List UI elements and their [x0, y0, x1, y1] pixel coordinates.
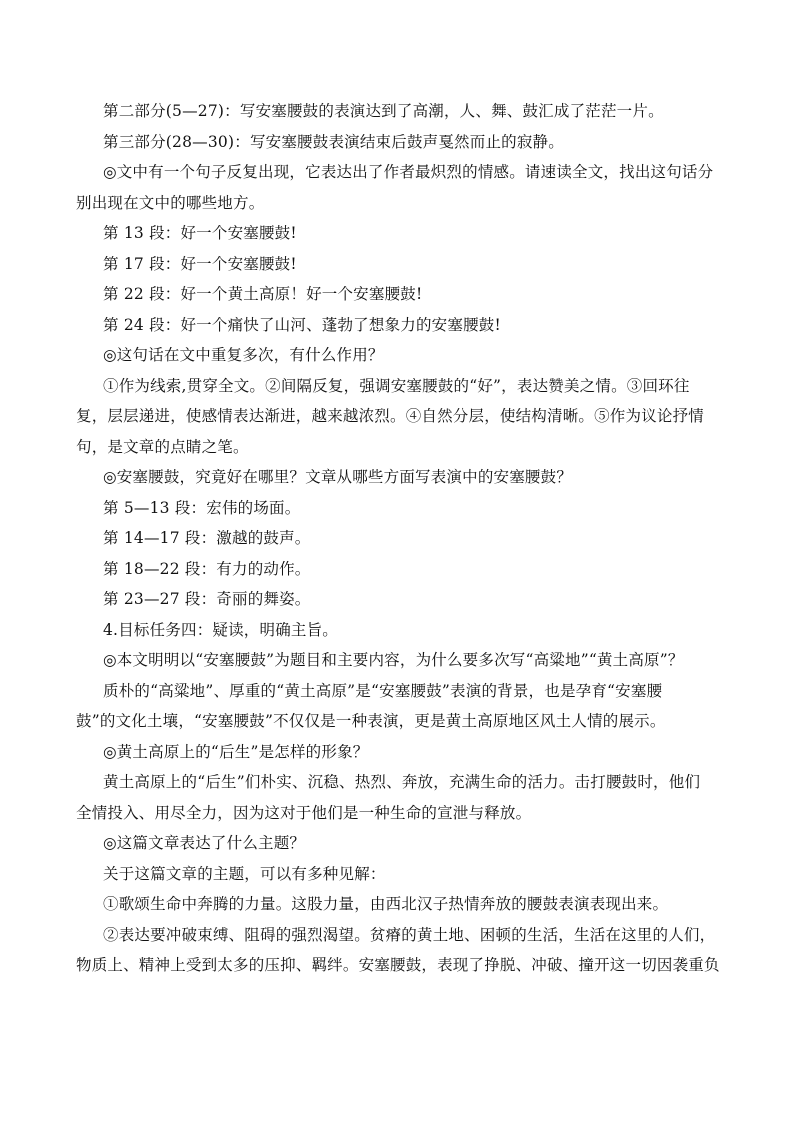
answer-function-2: 复，层层递进，使感情表达渐进，越来越浓烈。④自然分层，使结构清晰。⑤作为议论抒情	[76, 407, 705, 425]
answer-function-3: 句，是文章的点睛之笔。	[76, 437, 249, 456]
question-repeated-sentence-cont: 别出现在文中的哪些地方。	[76, 193, 265, 212]
question-repeated-sentence: ◎文中有一个句子反复出现，它表达出了作者最炽烈的情感。请速读全文，找出这句话分	[103, 163, 714, 181]
theme-point-2: ②表达要冲破束缚、阻碍的强烈渴望。贫瘠的黄土地、困顿的生活，生活在这里的人们，	[103, 925, 716, 944]
answer-sorghum-plateau-1: 质朴的“高粱地”、厚重的“黄土高原”是“安塞腰鼓”表演的背景，也是孕育“安塞腰	[103, 681, 663, 700]
question-what-good: ◎安塞腰鼓，究竟好在哪里？文章从哪些方面写表演中的安塞腰鼓？	[103, 468, 573, 486]
theme-point-1: ①歌颂生命中奔腾的力量。这股力量，由西北汉子热情奔放的腰鼓表演表现出来。	[103, 895, 669, 913]
question-function: ◎这句话在文中重复多次，有什么作用？	[103, 346, 384, 364]
answer-dance: 第 23—27 段：奇丽的舞姿。	[103, 590, 311, 608]
theme-point-2-cont: 物质上、精神上受到太多的压抑、羁绊。安塞腰鼓，表现了挣脱、冲破、撞开这一切因袭重负	[76, 956, 720, 974]
theme-intro: 关于这篇文章的主题，可以有多种见解：	[103, 864, 386, 883]
text-line-part-two: 第二部分(5—27)：写安塞腰鼓的表演达到了高潮，人、舞、鼓汇成了茫茫一片。	[103, 102, 664, 120]
answer-para-17: 第 17 段：好一个安塞腰鼓!	[103, 254, 297, 273]
answer-scene: 第 5—13 段：宏伟的场面。	[103, 498, 301, 517]
question-sorghum-plateau: ◎本文明明以“安塞腰鼓”为题目和主要内容，为什么要多次写“高粱地”“黄土高原”？	[103, 651, 684, 669]
answer-para-22: 第 22 段：好一个黄土高原！好一个安塞腰鼓!	[103, 285, 423, 303]
answer-sorghum-plateau-2: 鼓”的文化土壤，“安塞腰鼓”不仅仅是一种表演，更是黄土高原地区风土人情的展示。	[76, 712, 666, 730]
answer-para-24: 第 24 段：好一个痛快了山河、蓬勃了想象力的安塞腰鼓!	[103, 315, 501, 334]
question-young-men: ◎黄土高原上的“后生”是怎样的形象？	[103, 742, 369, 761]
text-line-part-three: 第三部分(28—30)：写安塞腰鼓表演结束后鼓声戛然而止的寂静。	[103, 132, 564, 151]
answer-drum-sound: 第 14—17 段：激越的鼓声。	[103, 529, 311, 547]
answer-young-men-2: 全情投入、用尽全力，因为这对于他们是一种生命的宣泄与释放。	[76, 803, 532, 822]
answer-young-men-1: 黄土高原上的“后生”们朴实、沉稳、热烈、奔放，充满生命的活力。击打腰鼓时，他们	[103, 773, 701, 791]
answer-movement: 第 18—22 段：有力的动作。	[103, 559, 311, 578]
question-theme: ◎这篇文章表达了什么主题？	[103, 834, 306, 852]
answer-function-1: ①作为线索,贯穿全文。②间隔反复，强调安塞腰鼓的“好”，表达赞美之情。③回环往	[103, 376, 690, 395]
task-four-heading: 4.目标任务四：疑读，明确主旨。	[103, 620, 338, 639]
document-body	[76, 96, 723, 981]
answer-para-13: 第 13 段：好一个安塞腰鼓!	[103, 224, 297, 242]
